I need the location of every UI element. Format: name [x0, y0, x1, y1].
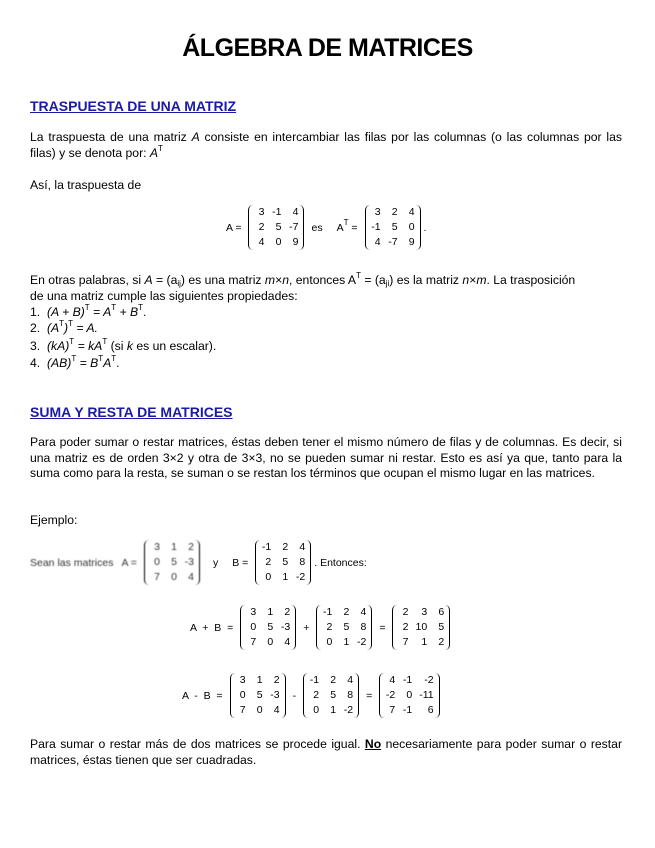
no-emphasis: No: [364, 737, 382, 751]
matrix-cell: 0: [267, 636, 274, 648]
section-heading-suma-resta: SUMA Y RESTA DE MATRICES: [30, 404, 233, 420]
matrix-cell: 2: [188, 541, 194, 553]
matrix-cell: 0: [256, 704, 263, 716]
matrix-cell: 7: [250, 636, 257, 648]
sum-equation: A + B = 3 1 2 0 5 -3 7 0 4 + -1 2 4 2 5 8 0 1 -2 = 2 3 6 2 10 5 7 1 2: [186, 605, 453, 650]
section-heading-traspuesta: TRASPUESTA DE UNA MATRIZ: [30, 98, 237, 114]
matrix-cell: -2: [385, 689, 396, 701]
matrix-cell: 2: [326, 621, 333, 633]
matrix-cell: 4: [258, 236, 265, 248]
matrix-cell: 3: [421, 606, 428, 618]
matrix-cell: 1: [421, 636, 428, 648]
matrix-cell: -1: [272, 206, 282, 218]
matrix-cell: -3: [280, 621, 291, 633]
property-4: 4. $(AB)^T = B^TA^T$.: [30, 354, 120, 370]
matrix-cell: 7: [239, 704, 246, 716]
matrix-cell: 2: [391, 206, 398, 218]
property-1: 1. $(A + B)^T = A^T + B^T$.: [30, 303, 147, 319]
matrix-cell: 2: [282, 541, 289, 553]
difference-equation: A - B = 3 1 2 0 5 -3 7 0 4 - -1 2 4 2 5 8 0 1 -2 = 4 -1 -2 -2 0 -11 7 -1 6: [178, 673, 443, 718]
sum-matrix-A: [240, 605, 296, 650]
matrix-cell: 4: [292, 206, 299, 218]
matrix-cell: 2: [313, 689, 320, 701]
matrix-cell: 1: [330, 704, 337, 716]
matrix-cell: 3: [374, 206, 381, 218]
matrix-cell: 4: [284, 636, 291, 648]
matrix-cell: -2: [357, 636, 367, 648]
matrix-A: [248, 205, 304, 250]
matrix-cell: 2: [330, 674, 337, 686]
matrix-cell: -3: [184, 556, 194, 568]
matrix-cell: 4: [408, 206, 415, 218]
matrix-cell: 7: [389, 704, 396, 716]
matrix-cell: 2: [343, 606, 350, 618]
matrix-cell: 0: [250, 621, 257, 633]
matrix-cell: 5: [330, 689, 337, 701]
matrix-cell: 3: [250, 606, 257, 618]
traspuesta-intro: Así, la traspuesta de: [30, 178, 142, 192]
matrix-cell: 5: [343, 621, 350, 633]
matrix-cell: 4: [188, 571, 194, 583]
matrix-cell: 0: [313, 704, 320, 716]
matrix-cell: 4: [299, 541, 306, 553]
matrix-cell: 9: [292, 236, 299, 248]
matrix-cell: 0: [406, 689, 413, 701]
traspuesta-otras-palabras: En otras palabras, si $A = (a_{ij})$ es una matriz m×n, entonces $A^T = (a_{ji})$ es la matriz n×m. La trasposición: [30, 271, 576, 288]
matrix-cell: 1: [267, 606, 274, 618]
matrix-cell: -1: [371, 221, 381, 233]
matrix-cell: -2: [343, 704, 354, 716]
matrix-cell: 9: [408, 236, 415, 248]
example-matrix-B: [255, 540, 311, 585]
matrix-cell: -1: [309, 674, 320, 686]
diff-matrix-B: [303, 673, 359, 718]
matrix-cell: -11: [419, 689, 434, 701]
suma-resta-conclusion: Para sumar o restar más de dos matrices se procede igual. No necesariamente para poder sumar o restar matrices, éstas tienen que ser cuadradas.: [30, 737, 622, 767]
matrix-cell: 8: [299, 556, 306, 568]
matrix-cell: 5: [171, 556, 177, 568]
matrix-cell: 5: [438, 621, 445, 633]
traspuesta-definition: La traspuesta de una matriz A consiste en intercambiar las filas por las columnas (o las columnas por las filas) y se denota por: $A^T$: [30, 130, 622, 160]
ejemplo-label: Ejemplo:: [30, 513, 78, 527]
matrix-cell: 5: [282, 556, 289, 568]
diff-result-matrix: [379, 673, 439, 718]
matrix-cell: 2: [402, 606, 409, 618]
matrix-cell: 2: [258, 221, 265, 233]
matrix-cell: 8: [360, 621, 367, 633]
matrix-cell: 7: [154, 571, 160, 583]
suma-resta-explanation: Para poder sumar o restar matrices, éstas deben tener el mismo número de filas y de columnas. Es decir, si una matriz es de orden 3×2 y otra de 3×3, no se pueden sumar ni restar. Esto es así ya que, tanto para la suma como para la resta, se suman o se restan los términos que ocupan el mismo lugar en las matrices.: [30, 435, 622, 480]
matrix-cell: -1: [261, 541, 272, 553]
property-3: 3. $(kA)^T = kA^T$ (si k es un escalar).: [30, 337, 217, 353]
matrix-cell: 2: [265, 556, 272, 568]
matrix-cell: -7: [289, 221, 299, 233]
matrix-cell: 0: [154, 556, 160, 568]
matrix-cell: 3: [154, 541, 160, 553]
matrix-cell: 4: [273, 704, 280, 716]
matrix-cell: 2: [402, 621, 409, 633]
matrix-cell: 1: [171, 541, 177, 553]
matrix-A-transpose: [365, 205, 421, 250]
diff-matrix-A: [230, 673, 286, 718]
matrix-cell: 4: [389, 674, 396, 686]
matrix-cell: 5: [275, 221, 282, 233]
traspuesta-equation: A = 3 -1 4 2 5 -7 4 0 9 es $A^T$ = 3 2 4 -1 5 0 4 -7 9 .: [226, 206, 427, 248]
matrix-cell: 0: [265, 571, 272, 583]
sum-matrix-B: [316, 605, 372, 650]
matrix-cell: 0: [171, 571, 177, 583]
matrix-cell: 6: [438, 606, 445, 618]
property-2: 2. $(A^T)^T = A$.: [30, 319, 98, 335]
matrix-cell: 3: [258, 206, 265, 218]
matrix-cell: 6: [427, 704, 434, 716]
matrix-cell: 5: [391, 221, 398, 233]
traspuesta-propiedades-intro: de una matriz cumple las siguientes propiedades:: [30, 289, 298, 303]
matrix-cell: 1: [282, 571, 289, 583]
matrix-cell: 0: [408, 221, 415, 233]
matrix-cell: 0: [239, 689, 246, 701]
matrix-cell: 4: [347, 674, 354, 686]
sum-result-matrix: [392, 605, 450, 650]
example-matrix-A: [144, 540, 200, 585]
matrix-cell: 4: [360, 606, 367, 618]
matrix-cell: 2: [273, 674, 280, 686]
matrix-cell: 7: [402, 636, 409, 648]
matrix-cell: 1: [256, 674, 263, 686]
page-title: ÁLGEBRA DE MATRICES: [182, 34, 473, 62]
matrix-cell: 1: [343, 636, 350, 648]
matrix-cell: 4: [374, 236, 381, 248]
matrix-cell: 10: [415, 621, 428, 633]
matrix-cell: -7: [388, 236, 398, 248]
matrix-cell: -1: [323, 606, 333, 618]
matrix-cell: 5: [267, 621, 274, 633]
matrix-cell: -2: [295, 571, 306, 583]
matrix-cell: 2: [284, 606, 291, 618]
matrix-cell: 5: [256, 689, 263, 701]
example-matrices: Sean las matrices A = 3 1 2 0 5 -3 7 0 4 y B = -1 2 4 2 5 8 0 1 -2 . Entonces:: [30, 541, 367, 583]
matrix-cell: -1: [402, 674, 413, 686]
matrix-cell: -3: [270, 689, 280, 701]
matrix-cell: 0: [275, 236, 282, 248]
matrix-cell: -1: [402, 704, 413, 716]
matrix-cell: 2: [438, 636, 445, 648]
matrix-cell: 8: [347, 689, 354, 701]
matrix-cell: -2: [424, 674, 434, 686]
matrix-cell: 3: [239, 674, 246, 686]
matrix-cell: 0: [326, 636, 333, 648]
